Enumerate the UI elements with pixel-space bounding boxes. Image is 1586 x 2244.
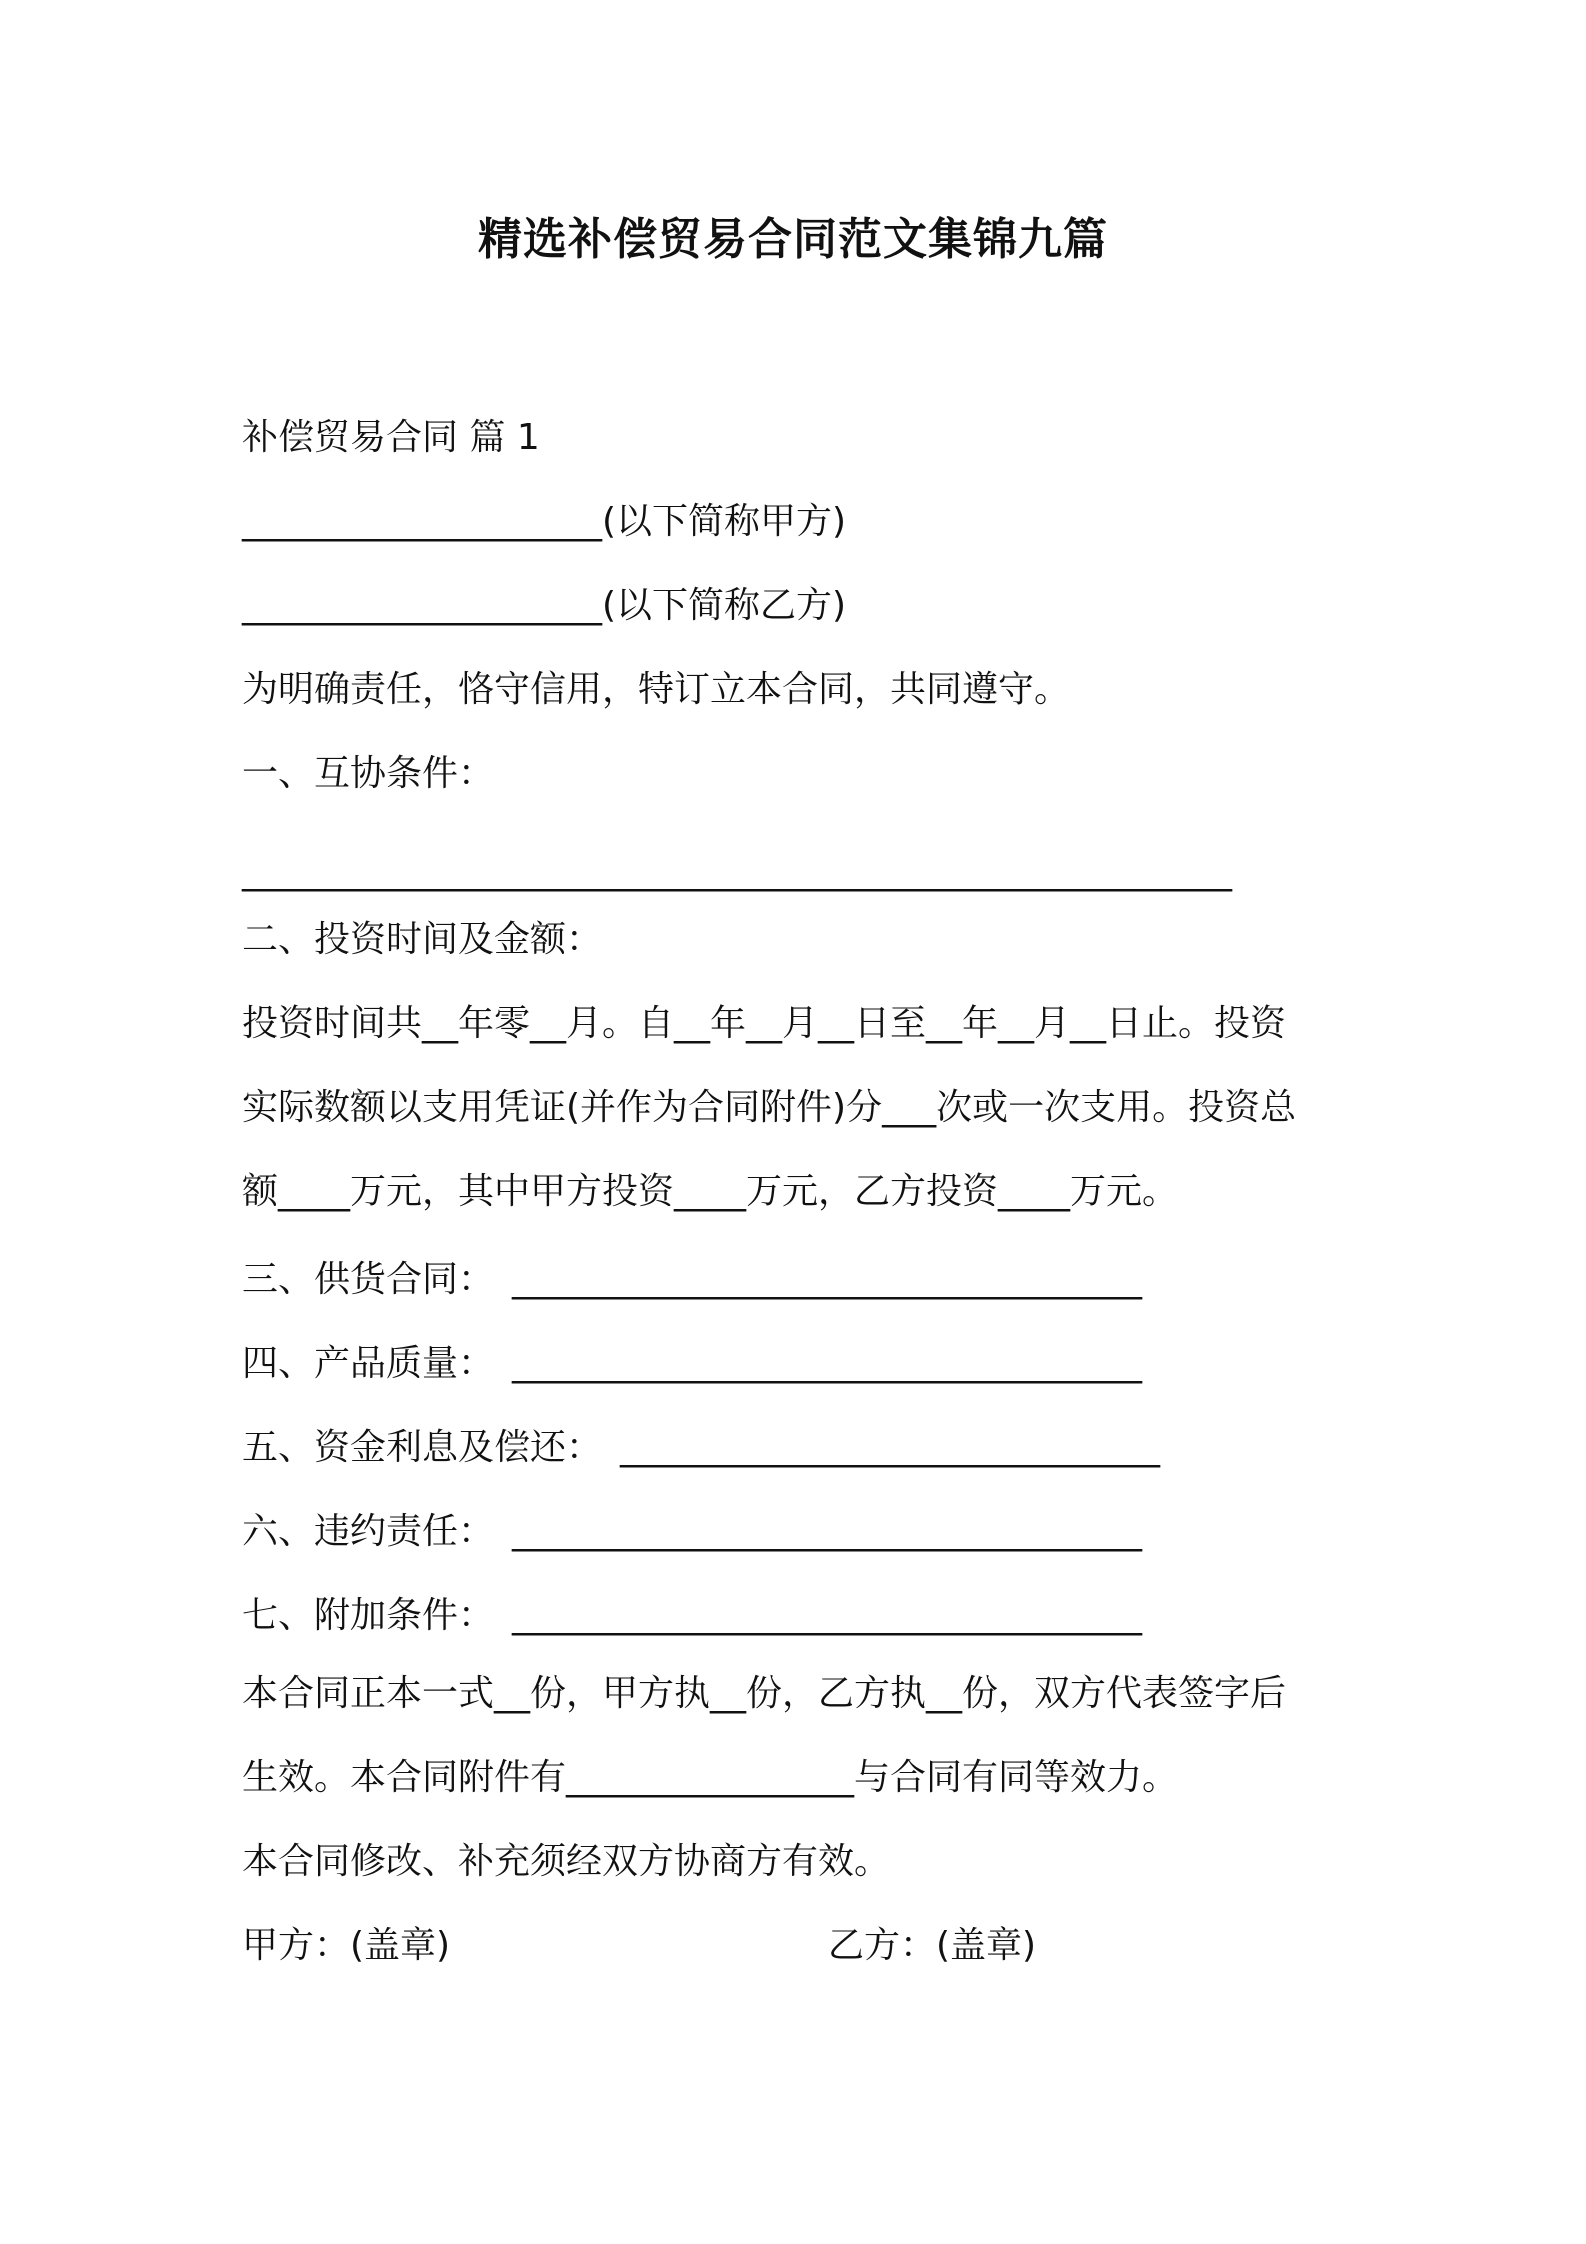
clause-3: 三、供货合同： ___________________________________	[242, 1259, 1143, 1300]
clause-2-text-line-1: 投资时间共__年零__月。自__年__月__日至__年__月__日止。投资	[242, 1003, 1287, 1044]
section-heading: 补偿贸易合同 篇 1	[242, 417, 540, 458]
document-title: 精选补偿贸易合同范文集锦九篇	[478, 214, 1108, 265]
clause-5: 五、资金利息及偿还： ______________________________	[242, 1427, 1161, 1468]
clause-1-heading: 一、互协条件：	[242, 753, 495, 794]
clause-7: 七、附加条件： ___________________________________	[242, 1595, 1143, 1636]
clause-6: 六、违约责任： ___________________________________	[242, 1511, 1143, 1552]
intro-text: 为明确责任，恪守信用，特订立本合同，共同遵守。	[242, 669, 1071, 710]
party-a-line: ____________________(以下简称甲方)	[242, 501, 847, 542]
signature-party-b: 乙方：(盖章)	[828, 1925, 1037, 1966]
party-b-line: ____________________(以下简称乙方)	[242, 585, 847, 626]
copies-text-line-1: 本合同正本一式__份，甲方执__份，乙方执__份，双方代表签字后	[242, 1673, 1287, 1714]
clause-2-text-line-3: 额____万元，其中甲方投资____万元，乙方投资____万元。	[242, 1171, 1179, 1212]
clause-1-blank: _______________________________________________________	[242, 851, 1232, 892]
clause-2-heading: 二、投资时间及金额：	[242, 919, 603, 960]
clause-4: 四、产品质量： ___________________________________	[242, 1343, 1143, 1384]
copies-text-line-2: 生效。本合同附件有________________与合同有同等效力。	[242, 1757, 1179, 1798]
amendment-text: 本合同修改、补充须经双方协商方有效。	[242, 1841, 891, 1882]
signature-party-a: 甲方：(盖章)	[242, 1925, 451, 1966]
clause-2-text-line-2: 实际数额以支用凭证(并作为合同附件)分___次或一次支用。投资总	[242, 1087, 1297, 1128]
